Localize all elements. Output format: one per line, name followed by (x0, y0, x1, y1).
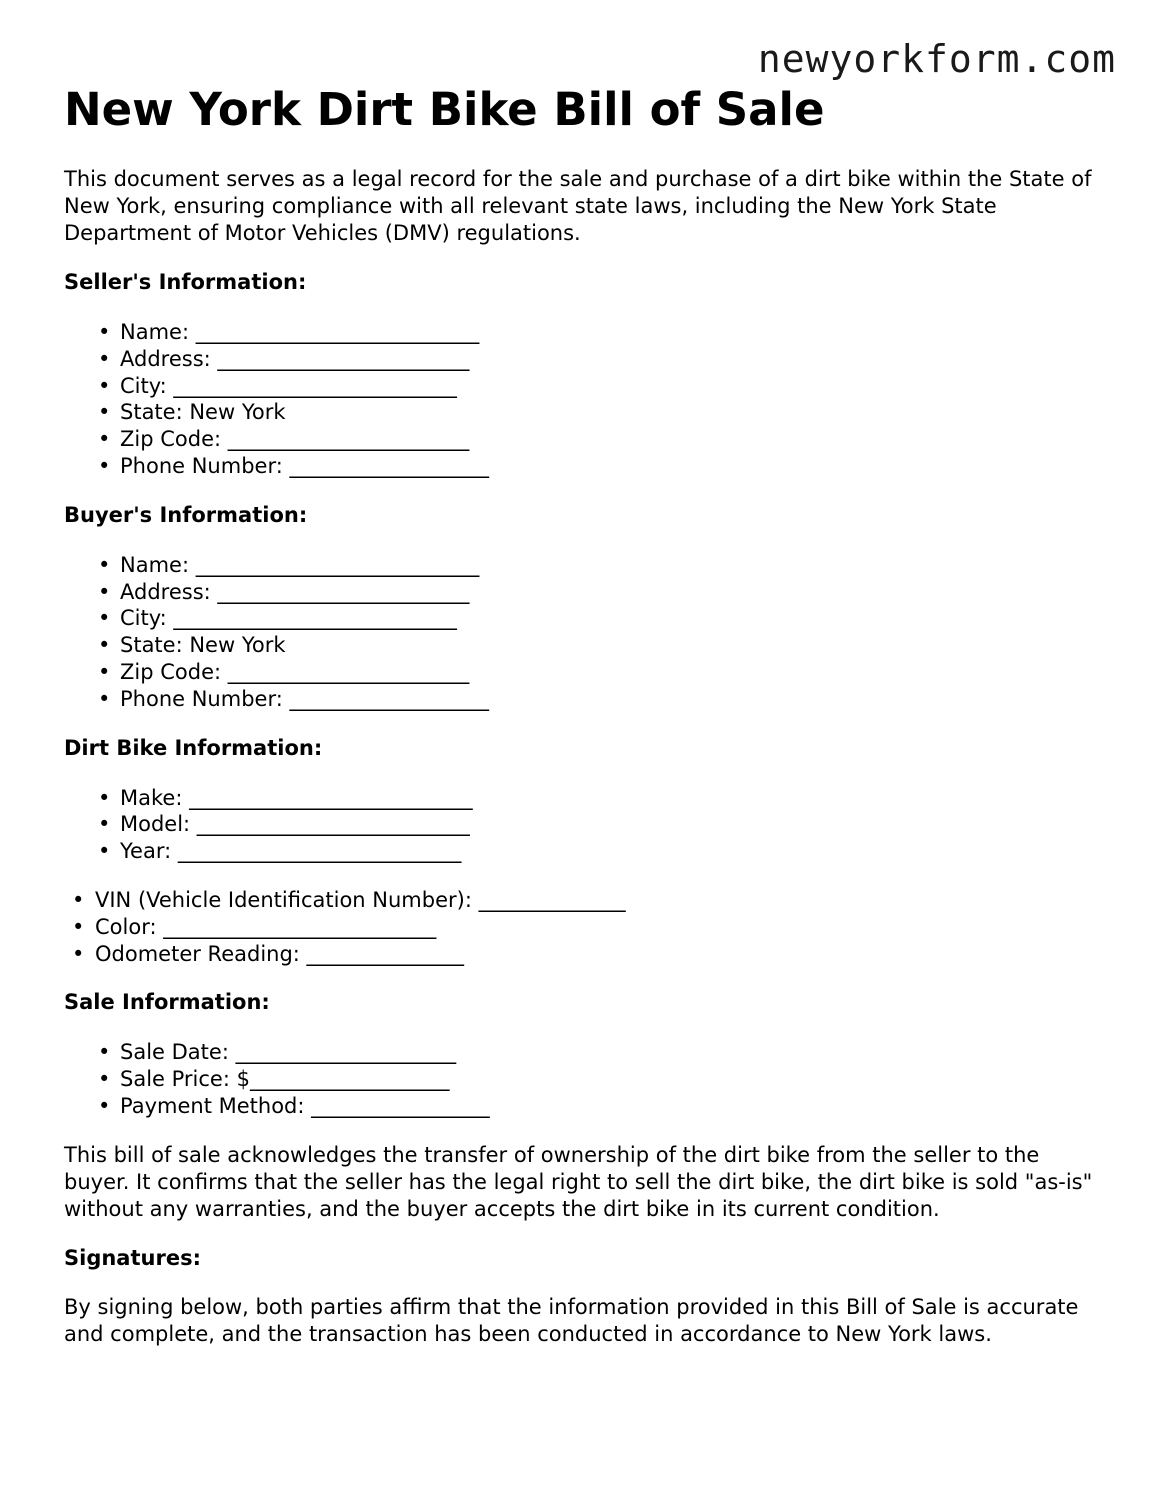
bullet-icon: • (98, 427, 111, 452)
buyer-city-field[interactable]: • City: ___________________________ (98, 606, 457, 631)
intro-paragraph: This document serves as a legal record for the sale and purchase of a dirt bike within the State of New York, ensuring compliance with all relevant state laws, including the New York State Department of Motor Vehicles (DMV) regulations. (64, 167, 1092, 245)
bullet-icon: • (98, 839, 111, 864)
buyer-name-field[interactable]: • Name: ___________________________ (98, 552, 480, 577)
bike-year-field[interactable]: • Year: ___________________________ (98, 839, 462, 864)
buyer-heading: Buyer's Information: (64, 502, 308, 527)
bullet-icon: • (98, 400, 111, 425)
bullet-icon: • (72, 887, 85, 912)
bike-odometer-field[interactable]: • Odometer Reading: _______________ (72, 941, 465, 966)
bullet-icon: • (98, 606, 111, 631)
bike-model-field[interactable]: • Model: __________________________ (98, 812, 470, 837)
bullet-icon: • (98, 686, 111, 711)
seller-fields (64, 319, 1104, 480)
bullet-icon: • (98, 373, 111, 398)
bullet-icon: • (98, 346, 111, 371)
bullet-icon: • (98, 1067, 111, 1092)
sale-date-field[interactable]: • Sale Date: _____________________ (98, 1040, 457, 1065)
bullet-icon: • (98, 552, 111, 577)
bike-make-field[interactable]: • Make: ___________________________ (98, 785, 473, 810)
bullet-icon: • (98, 579, 111, 604)
sale-heading: Sale Information: (64, 990, 270, 1015)
seller-state-field: • State: New York (98, 400, 286, 425)
buyer-fields (64, 552, 1104, 713)
seller-phone-field[interactable]: • Phone Number: ___________________ (98, 453, 489, 478)
bullet-icon: • (72, 941, 85, 966)
bike-vin-field[interactable]: • VIN (Vehicle Identification Number): ______________ (72, 887, 626, 912)
buyer-phone-field[interactable]: • Phone Number: ___________________ (98, 686, 489, 711)
sale-price-field[interactable]: • Sale Price: $___________________ (98, 1067, 450, 1092)
buyer-address-field[interactable]: • Address: ________________________ (98, 579, 470, 604)
document-page (64, 84, 1104, 1348)
bike-extra-fields (64, 887, 1104, 967)
bullet-icon: • (98, 812, 111, 837)
bullet-icon: • (98, 785, 111, 810)
seller-zip-field[interactable]: • Zip Code: _______________________ (98, 427, 470, 452)
seller-heading: Seller's Information: (64, 270, 307, 294)
signatures-paragraph: By signing below, both parties affirm that the information provided in this Bill of Sale is accurate and complete, and the transaction has been conducted in accordance to New York laws. (64, 1294, 1079, 1346)
bullet-icon: • (98, 320, 111, 344)
document-title: New York Dirt Bike Bill of Sale (64, 83, 825, 136)
buyer-state-field: • State: New York (98, 633, 286, 658)
bike-heading: Dirt Bike Information: (64, 735, 323, 760)
signatures-heading: Signatures: (64, 1245, 201, 1270)
bike-color-field[interactable]: • Color: __________________________ (72, 914, 437, 939)
buyer-zip-field[interactable]: • Zip Code: _______________________ (98, 659, 470, 684)
bullet-icon: • (98, 453, 111, 478)
bullet-icon: • (72, 914, 85, 939)
sale-fields (64, 1039, 1104, 1119)
bullet-icon: • (98, 1093, 111, 1118)
seller-name-field[interactable]: • Name: ___________________________ (98, 320, 480, 344)
bullet-icon: • (98, 633, 111, 658)
seller-city-field[interactable]: • City: ___________________________ (98, 373, 457, 398)
closing-paragraph: This bill of sale acknowledges the transfer of ownership of the dirt bike from the seller to the buyer. It confirms that the seller has the legal right to sell the dirt bike, the dirt bike is sold "as-is" without any warranties, and the buyer accepts the dirt bike in its current condition. (64, 1142, 1093, 1221)
bullet-icon: • (98, 659, 111, 684)
seller-address-field[interactable]: • Address: ________________________ (98, 346, 470, 371)
bike-fields (64, 785, 1104, 865)
payment-method-field[interactable]: • Payment Method: _________________ (98, 1093, 490, 1118)
site-watermark: newyorkform.com (757, 37, 1116, 81)
bullet-icon: • (98, 1040, 111, 1065)
